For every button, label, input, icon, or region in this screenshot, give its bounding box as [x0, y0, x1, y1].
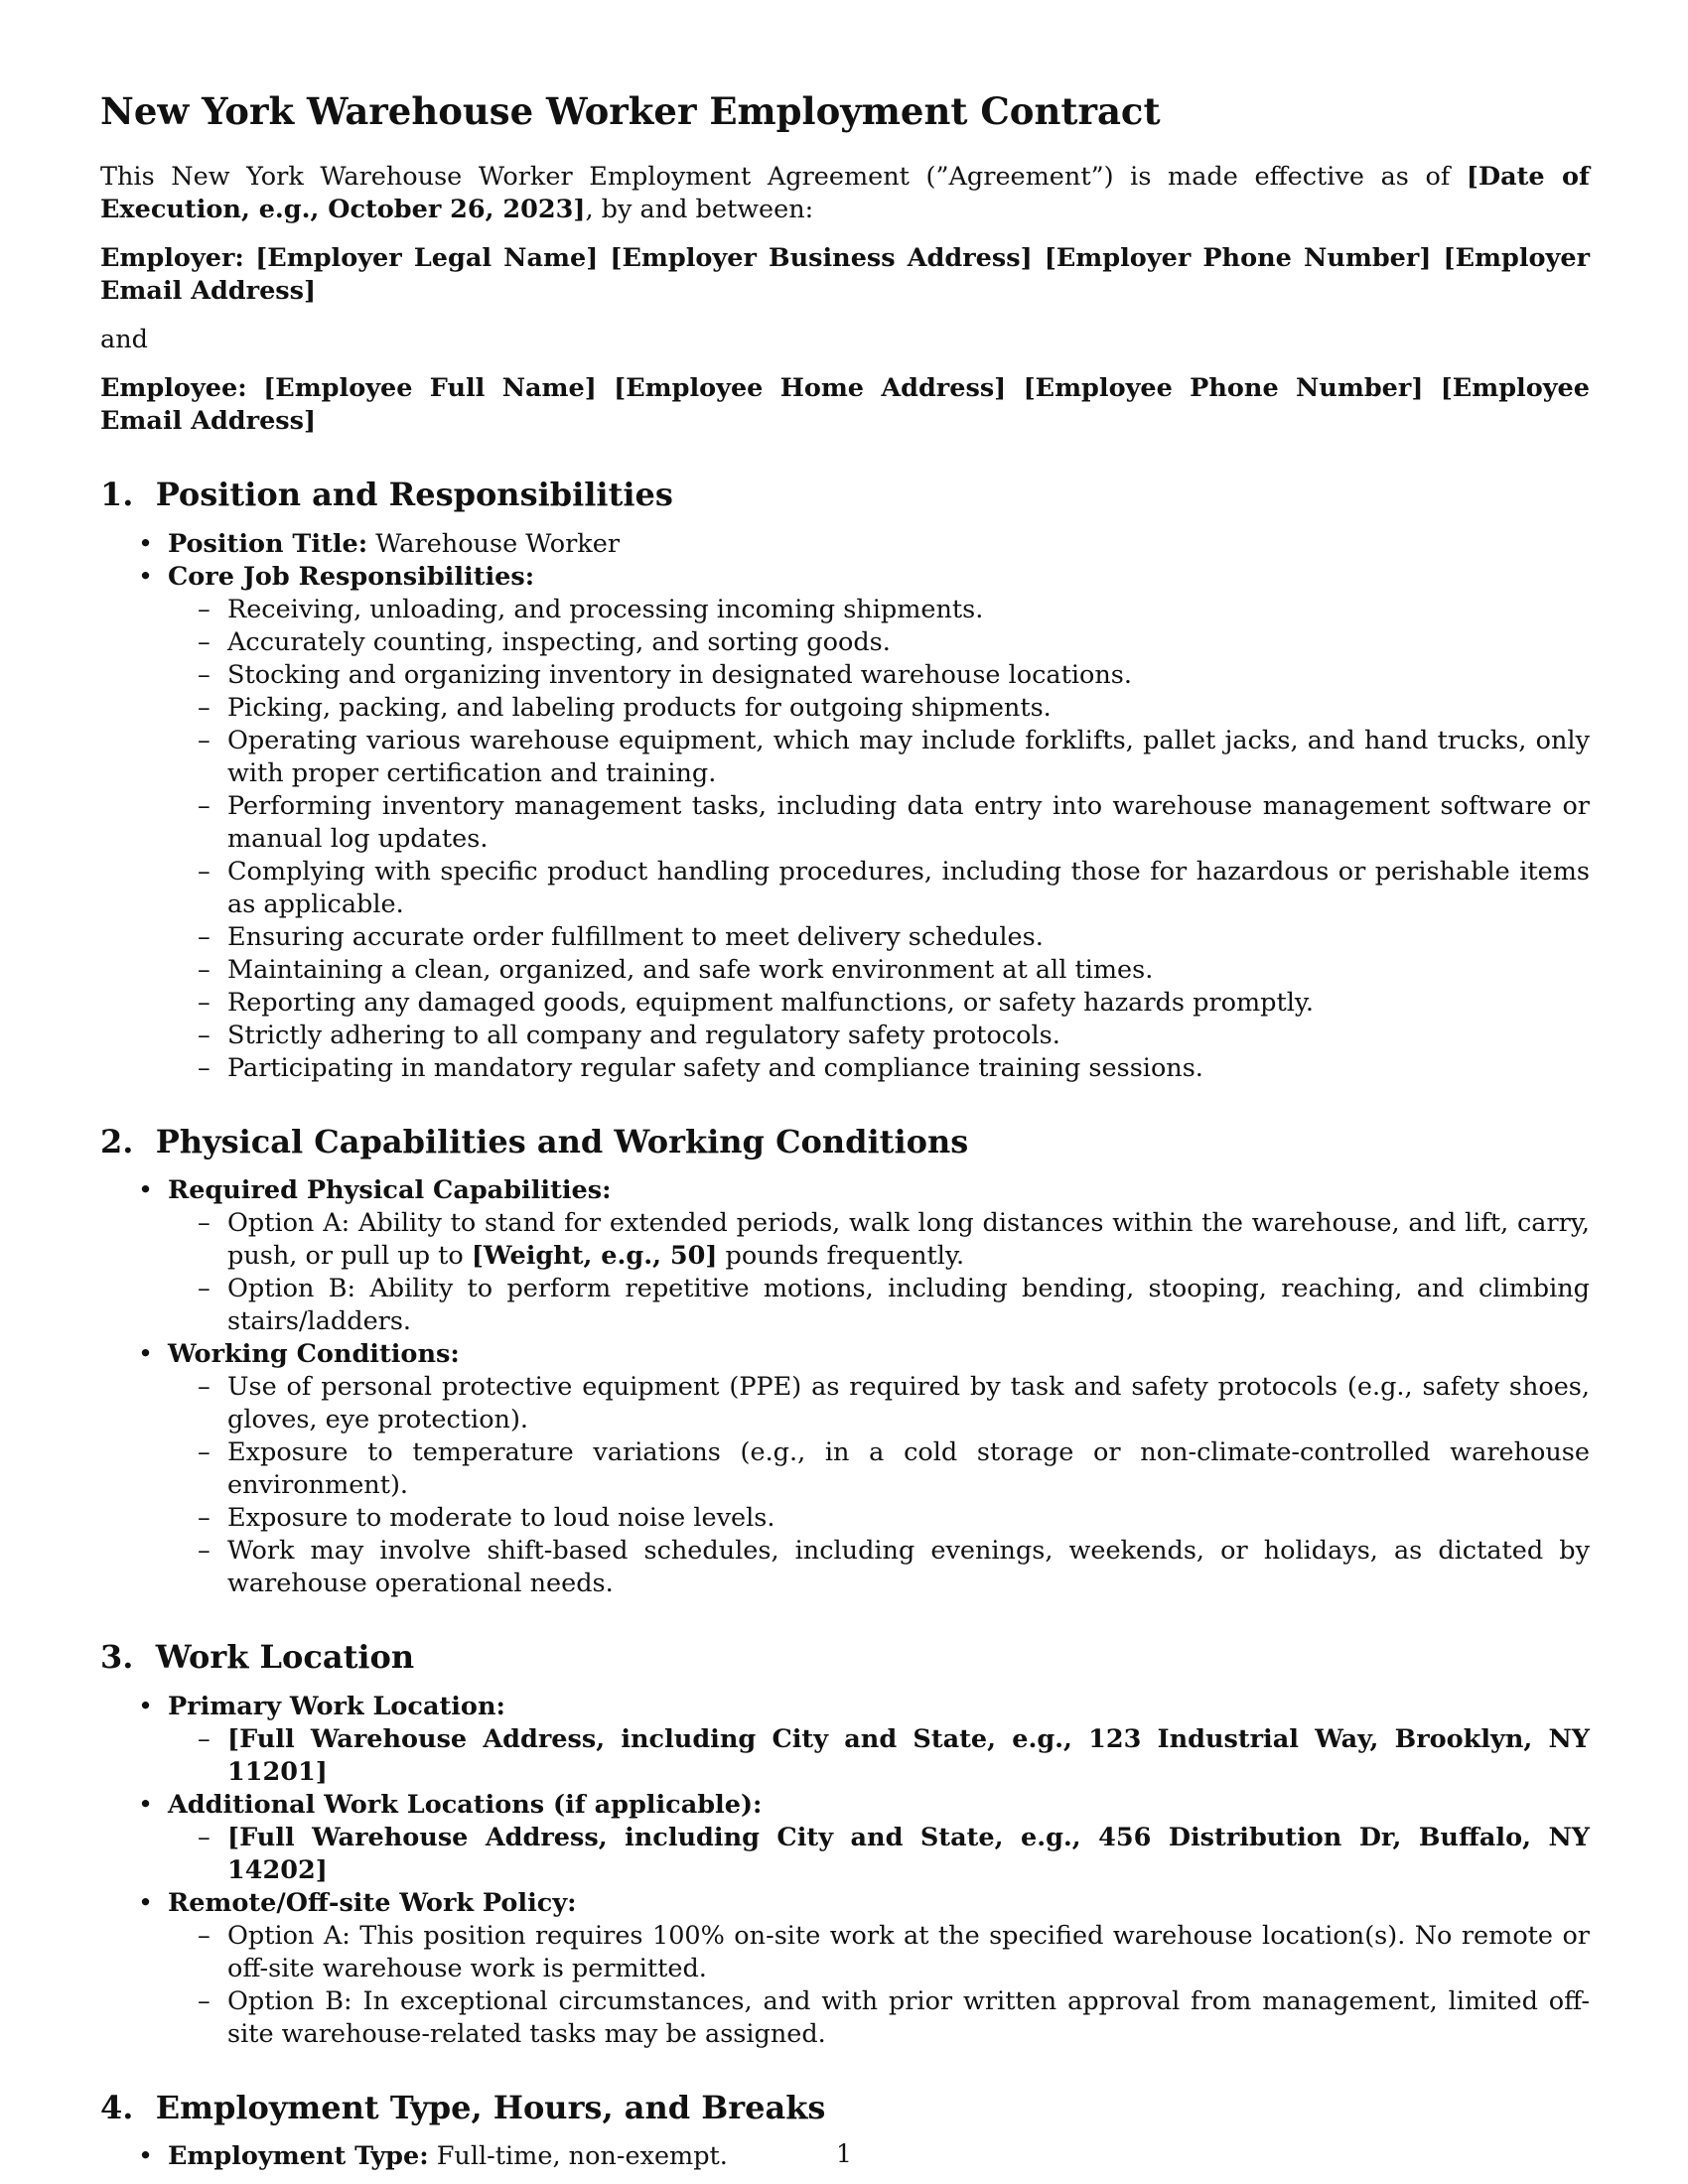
list-item: – Receiving, unloading, and processing incoming shipments. — [227, 594, 1590, 626]
list-item: – Exposure to moderate to loud noise levels. — [227, 1502, 1590, 1535]
section-heading-position: 1. Position and Responsibilities — [100, 476, 673, 514]
work-location-list — [100, 1691, 1590, 2051]
list-item: – Strictly adhering to all company and regulatory safety protocols. — [227, 1020, 1590, 1052]
position-title-label: Position Title: — [168, 528, 368, 559]
intro-paragraph — [100, 161, 1590, 226]
list-item-option-b: – Option B: Ability to perform repetitive motions, including bending, stooping, reaching, and climbing stairs/ladders. — [227, 1273, 1590, 1338]
remote-policy-label: Remote/Off-site Work Policy: — [168, 1887, 577, 1918]
employment-type-label: Employment Type: — [168, 2140, 429, 2171]
page-number: 1 — [836, 2139, 852, 2168]
list-item: – Option B: In exceptional circumstances, and with prior written approval from management, limited off-site warehouse-related tasks may be assigned. — [227, 1985, 1590, 2051]
section-heading-physical: 2. Physical Capabilities and Working Conditions — [100, 1122, 969, 1160]
working-conditions-label: Working Conditions: — [168, 1339, 460, 1370]
employer-label: Employer: — [100, 243, 244, 274]
section-heading-work-location: 3. Work Location — [100, 1638, 415, 1677]
remote-policy-list — [168, 1920, 1590, 2051]
primary-location-label: Primary Work Location: — [168, 1691, 505, 1721]
employer-block — [100, 242, 1590, 308]
core-responsibilities-label: Core Job Responsibilities: — [168, 561, 535, 592]
list-item-working-conditions — [168, 1338, 1590, 1600]
option-a-text-before: Option A: Ability to stand for extended periods, walk long distances within the warehouse, and lift, carry, push, or pull up to — [227, 1208, 1590, 1272]
physical-capabilities-list — [168, 1207, 1590, 1338]
list-item — [227, 1723, 1590, 1789]
section-heading-employment-type: 4. Employment Type, Hours, and Breaks — [100, 2088, 826, 2126]
employment-type-value: Full-time, non-exempt. — [428, 2140, 728, 2171]
list-item: – Work may involve shift-based schedules, including evenings, weekends, or holidays, as dictated by warehouse operational needs. — [227, 1535, 1590, 1600]
list-item-primary-location — [168, 1691, 1590, 1789]
weight-placeholder: [Weight, e.g., 50] — [471, 1241, 718, 1272]
document-page — [100, 89, 1590, 2173]
execution-date-placeholder: [Date of Execution, e.g., October 26, 2023] — [100, 162, 1591, 225]
option-a-text-after: pounds frequently. — [717, 1241, 965, 1272]
list-item: – Participating in mandatory regular safety and compliance training sessions. — [227, 1052, 1590, 1085]
list-item: – Operating various warehouse equipment, which may include forklifts, pallet jacks, and hand trucks, only with proper certification and training. — [227, 725, 1590, 790]
list-item: – Performing inventory management tasks, including data entry into warehouse management software or manual log updates. — [227, 790, 1590, 856]
additional-locations-sublist — [168, 1822, 1590, 1887]
list-item-option-a — [227, 1207, 1590, 1273]
employer-details: [Employer Legal Name] [Employer Business Address] [Employer Phone Number] [Employer Email Address] — [100, 243, 1591, 307]
list-item: – Option A: This position requires 100% on-site work at the specified warehouse location(s). No remote or off-site warehouse work is permitted. — [227, 1920, 1590, 1985]
employee-label: Employee: — [100, 373, 247, 404]
list-item: – Stocking and organizing inventory in designated warehouse locations. — [227, 659, 1590, 692]
additional-locations-label: Additional Work Locations (if applicable): — [168, 1789, 763, 1820]
working-conditions-list — [168, 1371, 1590, 1600]
employee-block — [100, 372, 1590, 438]
list-item-additional-locations — [168, 1789, 1590, 1887]
document-title: New York Warehouse Worker Employment Contract — [100, 89, 1161, 133]
list-item-core-responsibilities — [168, 561, 1590, 1085]
list-item — [227, 1822, 1590, 1887]
additional-location-address: [Full Warehouse Address, including City and State, e.g., 456 Distribution Dr, Buffalo, NY 14202] — [227, 1822, 1590, 1885]
physical-list — [100, 1174, 1590, 1600]
list-item: – Reporting any damaged goods, equipment malfunctions, or safety hazards promptly. — [227, 987, 1590, 1020]
core-responsibilities-list — [168, 594, 1590, 1085]
position-title-value: Warehouse Worker — [367, 528, 621, 559]
list-item-position-title — [168, 528, 1590, 561]
list-item: – Picking, packing, and labeling products for outgoing shipments. — [227, 692, 1590, 725]
position-list — [100, 528, 1590, 1085]
physical-capabilities-label: Required Physical Capabilities: — [168, 1175, 612, 1206]
primary-location-address: [Full Warehouse Address, including City and State, e.g., 123 Industrial Way, Brooklyn, NY 11201] — [227, 1723, 1590, 1787]
list-item-remote-policy — [168, 1887, 1590, 2051]
list-item: – Use of personal protective equipment (PPE) as required by task and safety protocols (e.g., safety shoes, gloves, eye protection). — [227, 1371, 1590, 1436]
list-item: – Exposure to temperature variations (e.g., in a cold storage or non-climate-controlled warehouse environment). — [227, 1436, 1590, 1502]
list-item: – Accurately counting, inspecting, and sorting goods. — [227, 626, 1590, 659]
employee-details: [Employee Full Name] [Employee Home Address] [Employee Phone Number] [Employee Email Address] — [100, 373, 1590, 437]
intro-text-after: , by and between: — [585, 195, 814, 225]
intro-text-before: This New York Warehouse Worker Employment Agreement (”Agreement”) is made effective as of — [100, 162, 1467, 193]
and-text: and — [100, 325, 148, 355]
list-item: – Ensuring accurate order fulfillment to meet delivery schedules. — [227, 921, 1590, 954]
list-item-physical-capabilities — [168, 1174, 1590, 1338]
primary-location-sublist — [168, 1723, 1590, 1789]
list-item: – Complying with specific product handling procedures, including those for hazardous or perishable items as applicable. — [227, 856, 1590, 921]
list-item: – Maintaining a clean, organized, and safe work environment at all times. — [227, 954, 1590, 987]
